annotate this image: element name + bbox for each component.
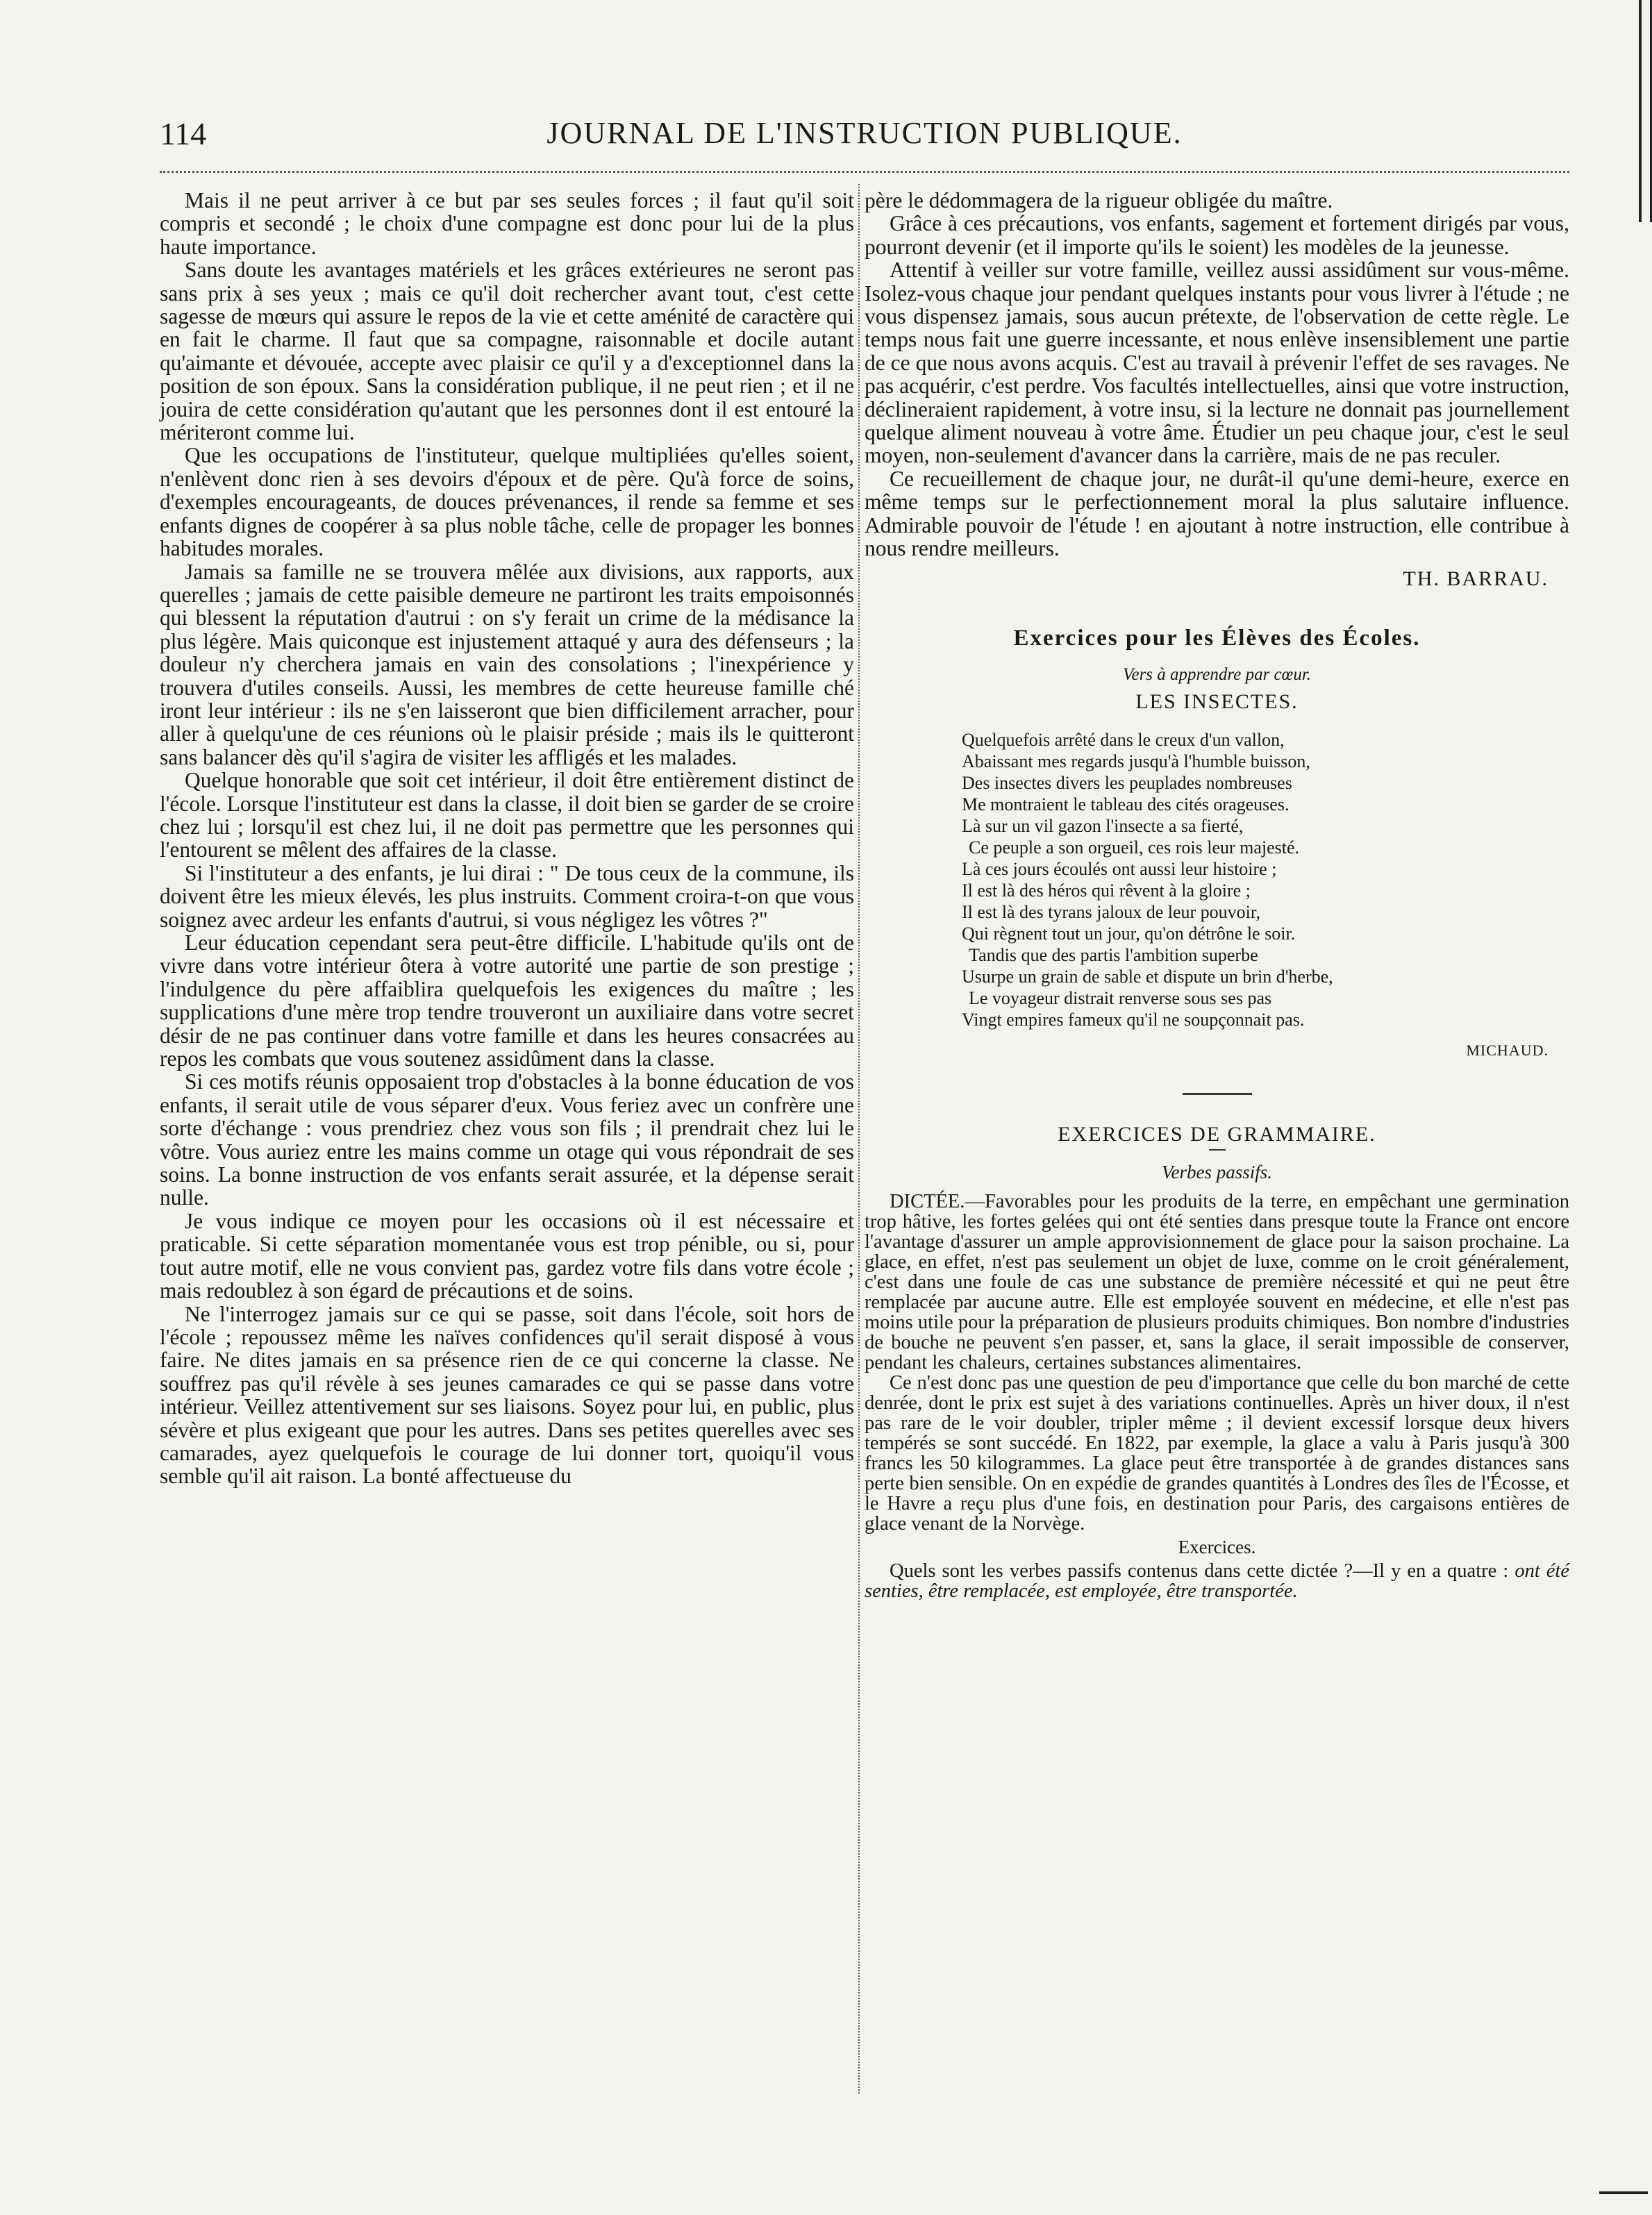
paragraph: Quelque honorable que soit cet intérieur, il doit être entièrement distinct de l'école. Lorsque l'instituteur est dans la classe, il doit bien se garder de se croire chez lui ; lorsqu'il est chez lui, il ne doit pas permettre que les personnes qui l'entourent se mêlent des affaires de la classe. [160, 768, 854, 862]
dictee-paragraph-2: Ce n'est donc pas une question de peu d'importance que celle du bon marché de cette denrée, dont le prix est sujet à des variations continuelles. Après un hiver doux, il n'est pas rare de le voir doubler, tripler même ; il devient excessif lorsque deux hivers tempérés se sont succédé. En 1822, par exemple, la glace a valu à Paris jusqu'à 300 francs les 50 kilogrammes. La glace peut être transportée à de grandes distances sans perte bien sensible. On en expédie de grandes quantités à Londres des îles de l'Écosse, et le Havre a reçu plus d'une fois, en destination pour Paris, des cargaisons entières de glace venant de la Norvège. [865, 1371, 1569, 1535]
page-edge-mark [1639, 0, 1652, 222]
grammar-title: EXERCICES DE GRAMMAIRE. [1058, 1122, 1376, 1146]
paragraph: Sans doute les avantages matériels et les grâces extérieures ne seront pas sans prix à ses yeux ; mais ce qu'il doit rechercher avant tout, c'est cette sagesse de mœurs qui assure le repos de la vie et cette aménité de caractère qui en fait le charme. Il faut que sa compagne, raisonnable et docile autant qu'aimante et dévouée, accepte avec plaisir ce qu'il y a d'exceptionnel dans la position de son époux. Sans la considération publique, il ne peut rien ; et il ne jouira de cette considération qu'autant que les personnes dont il est entouré la mériteront comme lui. [160, 258, 854, 445]
dictee-paragraph [865, 1192, 1569, 1373]
question-text: Quels sont les verbes passifs contenus dans cette dictée ?—Il y en a quatre : [890, 1560, 1509, 1582]
header-rule [160, 171, 1569, 173]
paragraph: Si ces motifs réunis opposaient trop d'obstacles à la bonne éducation de vos enfants, il serait utile de vous séparer d'eux. Vous feriez avec un confrère une sorte d'échange : vous prendriez chez vous son fils ; il prendrait chez lui le vôtre. Vous auriez entre les mains comme un otage qui vous répondrait de ses soins. La bonne instruction de vos enfants serait assurée, et la dépense serait nulle. [160, 1069, 854, 1210]
paragraph: Mais il ne peut arriver à ce but par ses seules forces ; il faut qu'il soit compris et secondé ; le choix d'une compagne est donc pour lui de la plus haute importance. [160, 188, 854, 259]
exercises-heading: Exercices. [1178, 1536, 1256, 1557]
left-column [160, 189, 854, 1488]
paragraph: Je vous indique ce moyen pour les occasions où il est nécessaire et praticable. Si cette séparation momentanée vous est trop pénible, ou si, pour tout autre motif, elle ne vous convient pas, gardez votre fils dans votre école ; mais redoublez à son égard de précautions et de soins. [160, 1208, 854, 1303]
answer-text: ont été senties, être remplacée, est employée, être transportée. [865, 1560, 1570, 1602]
poem-line: Quelquefois arrêté dans le creux d'un vallon, [962, 729, 1285, 750]
paragraph: Si l'instituteur a des enfants, je lui dirai : " De tous ceux de la commune, ils doivent être les mieux élevés, les plus instruits. Comment croira-t-on que vous soignez avec ardeur les enfants d'autrui, si vous négligez les vôtres ?" [160, 860, 854, 932]
poem-line: Abaissant mes regards jusqu'à l'humble buisson, [962, 751, 1310, 771]
question-paragraph [865, 1561, 1569, 1601]
author-signature: TH. BARRAU. [1403, 567, 1549, 590]
page-number: 114 [160, 116, 207, 151]
exercises-section-title: Exercices pour les Élèves des Écoles. [1013, 625, 1421, 651]
right-column [865, 189, 1569, 1601]
paragraph: père le dédommagera de la rigueur obligée du maître. [865, 188, 1333, 212]
paragraph: Ne l'interrogez jamais sur ce qui se passe, soit dans l'école, soit hors de l'école ; repoussez même les naïves confidences qu'il serait disposé à vous faire. Ne dites jamais en sa présence rien de ce qui concerne la classe. Ne souffrez pas qu'il révèle à ses jeunes camarades ce qui se passe dans votre intérieur. Veillez attentivement sur ses liaisons. Soyez pour lui, en public, plus sévère et plus exigeant que pour les autres. Dans ses petites querelles avec ses camarades, ayez quelquefois le courage de lui donner tort, quoiqu'il vous semble qu'il ait raison. La bonté affectueuse du [160, 1301, 854, 1489]
grammar-subtitle: Verbes passifs. [1161, 1161, 1272, 1182]
poem-line: Usurpe un grain de sable et dispute un brin d'herbe, [962, 966, 1333, 987]
paragraph: Que les occupations de l'instituteur, quelque multipliées qu'elles soient, n'enlèvent donc rien à ses devoirs d'époux et de père. Qu'à force de soins, d'exemples encourageants, de douces prévenances, il rende sa femme et ses enfants dignes de coopérer à sa plus noble tâche, celle de propager les bonnes habitudes morales. [160, 443, 854, 561]
poem-line: Me montraient le tableau des cités orageuses. [962, 794, 1290, 814]
section-divider [1183, 1093, 1252, 1095]
paragraph: Attentif à veiller sur votre famille, veillez aussi assidûment sur vous-même. Isolez-vous chaque jour pendant quelques instants pour vous livrer à l'étude ; ne vous dispensez jamais, sous aucun prétexte, de l'observation de cette règle. Le temps nous fait une guerre incessante, et nous enlève insensiblement une partie de ce que nous avons acquis. C'est au travail à prévenir l'effet de ses ravages. Ne pas acquérir, c'est perdre. Vos facultés intellectuelles, ainsi que votre instruction, déclineraient rapidement, à votre insu, si la lecture ne donnait pas journellement quelque aliment nouveau à votre âme. Étudier un peu chaque jour, c'est le seul moyen, non-seulement d'avancer dans la carrière, mais de ne pas reculer. [865, 258, 1569, 468]
paragraph: Grâce à ces précautions, vos enfants, sagement et fortement dirigés par vous, pourront devenir (et il importe qu'ils le soient) les modèles de la jeunesse. [865, 211, 1569, 259]
paragraph: Jamais sa famille ne se trouvera mêlée aux divisions, aux rapports, aux querelles ; jamais de cette paisible demeure ne partiront les traits empoisonnés qui blessent la réputation d'autrui : on s'y ferait un crime de la médisance la plus légère. Mais quiconque est injustement attaqué y aura des défenseurs ; la douleur n'y cherchera jamais en vain des consolations ; l'inexpérience y trouvera d'utiles conseils. Aussi, les membres de cette heureuse famille ché iront leur intérieur : ils ne s'en laisseront que bien difficilement arracher, pour aller à quelqu'une de ces réunions où le plaisir préside ; mais ils le quitteront sans balancer dès qu'il s'agira de visiter les affligés et les malades. [160, 559, 854, 769]
poem-line: Il est là des tyrans jaloux de leur pouvoir, [962, 901, 1261, 922]
page-header [160, 115, 1569, 157]
poem [962, 729, 1569, 1030]
poem-line: Vingt empires fameux qu'il ne soupçonnait pas. [962, 1009, 1305, 1030]
dictee-text: —Favorables pour les produits de la terre, en empêchant une germination trop hâtive, les fortes gelées qui ont été senties dans presque toute la France ont encore l'avantage d'assurer un ample approvisionnement de glace pour la saison prochaine. La glace, en effet, n'est pas seulement un objet de luxe, comme on le croit généralement, c'est dans une foule de cas une substance de première nécessité et qui ne peut être remplacée par aucune autre. Elle est employée souvent en médecine, et elle n'est pas moins utile pour la préparation de plusieurs produits chimiques. Bon nombre d'industries de bouche ne peuvent s'en passer, et, sans la glace, il serait impossible de conserver, pendant les chaleurs, certaines substances alimentaires. [865, 1190, 1569, 1373]
journal-title: JOURNAL DE L'INSTRUCTION PUBLIQUE. [547, 116, 1183, 150]
paragraph: Ce recueillement de chaque jour, ne durât-il qu'une demi-heure, exerce en même temps sur le perfectionnement moral la plus salutaire influence. Admirable pouvoir de l'étude ! en ajoutant à notre instruction, elle contribue à nous rendre meilleurs. [865, 466, 1569, 561]
poem-author: MICHAUD. [1466, 1041, 1549, 1059]
poem-title: LES INSECTES. [1135, 689, 1299, 713]
verse-subtitle: Vers à apprendre par cœur. [1122, 664, 1312, 684]
poem-line: Qui règnent tout un jour, qu'on détrône le soir. [962, 923, 1296, 944]
poem-line: Là sur un vil gazon l'insecte a sa fierté, [962, 815, 1244, 836]
poem-line: Là ces jours écoulés ont aussi leur histoire ; [962, 858, 1277, 879]
title-dash [1209, 1149, 1226, 1151]
paragraph: Leur éducation cependant sera peut-être difficile. L'habitude qu'ils ont de vivre dans votre intérieur ôtera à votre autorité une partie de son prestige ; l'indulgence du père affaiblira quelquefois les exigences du maître ; les supplications d'une mère trop tendre trouveront un auxiliaire dans votre secret désir de ne pas continuer dans votre famille et dans les heures consacrées au repos les combats que vous soutenez assidûment dans la classe. [160, 930, 854, 1071]
footer-mark [1599, 2191, 1648, 2215]
poem-line: Tandis que des partis l'ambition superbe [969, 944, 1258, 965]
column-divider [858, 184, 860, 2093]
poem-line: Des insectes divers les peuplades nombreuses [962, 772, 1292, 793]
poem-line: Il est là des héros qui rêvent à la gloire ; [962, 880, 1251, 901]
poem-line: Le voyageur distrait renverse sous ses pas [969, 987, 1272, 1008]
poem-line: Ce peuple a son orgueil, ces rois leur majesté. [969, 837, 1300, 858]
dictee-label: DICTÉE. [890, 1190, 965, 1212]
